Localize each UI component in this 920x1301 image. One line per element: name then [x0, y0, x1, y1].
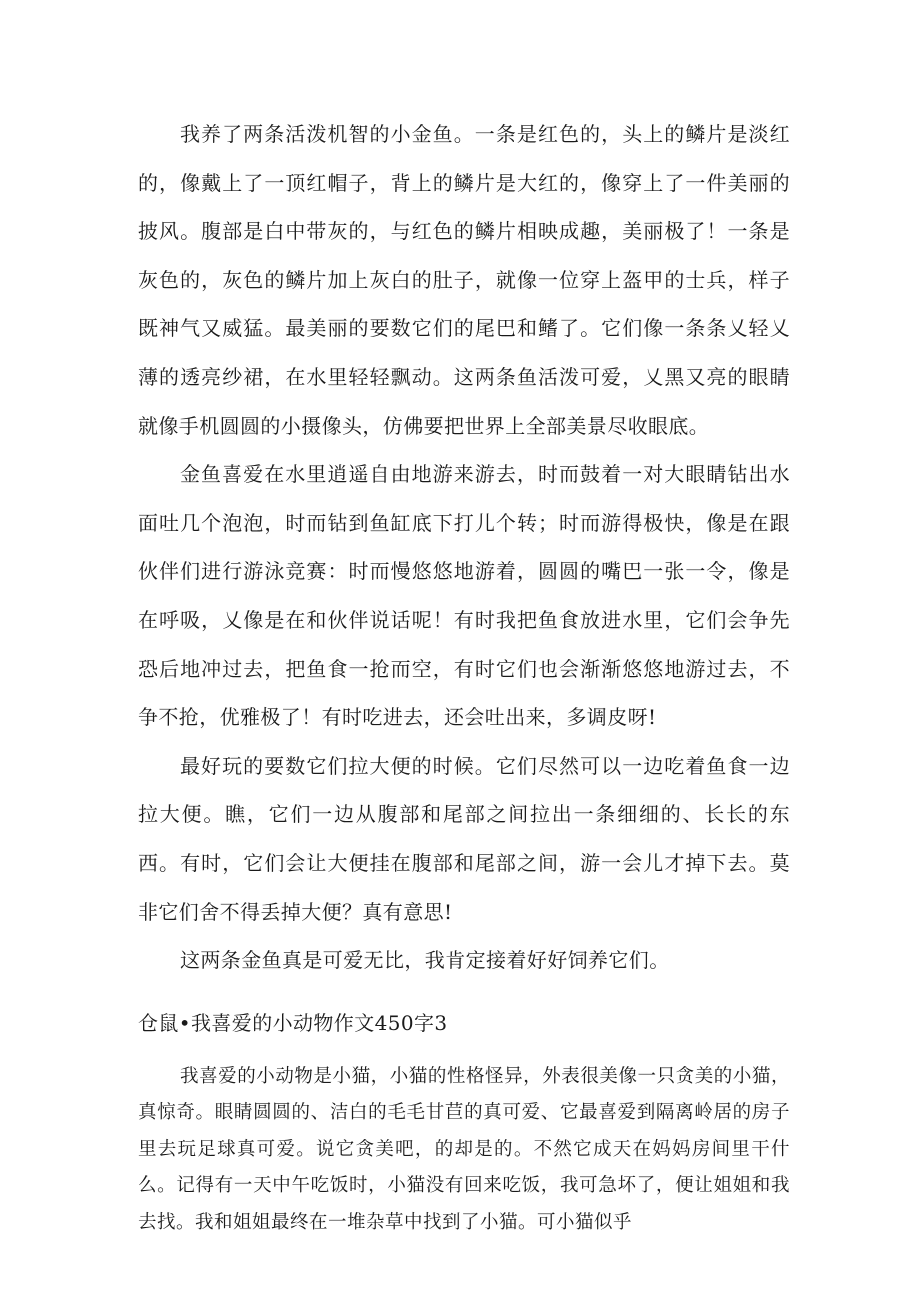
paragraph-goldfish-conclusion: 这两条金鱼真是可爱无比，我肯定接着好好饲养它们。 — [180, 948, 670, 973]
essay-heading: 仓鼠•我喜爱的小动物作文450字3 — [138, 1010, 448, 1035]
paragraph-kitten: 我喜爱的小动物是小猫，小猫的性格怪异，外表很美像一只贪美的小猫，真惊奇。眼睛圆圆的、洁白的毛毛甘苣的真可爱、它最喜爱到隔离岭居的房子里去玩足球真可爱。说它贪美吧，的却是的。不然它成天在妈妈房间里干什么。记得有一天中午吃饭时，小猫没有回来吃饭，我可急坏了，便让姐姐和我去找。我和姐姐最终在一堆杂草中找到了小猫。可小猫似乎 — [138, 1065, 790, 1233]
paragraph-goldfish-swimming: 金鱼喜爱在水里逍遥自由地游来游去，时而鼓着一对大眼睛钻出水面吐几个泡泡，时而钻到鱼缸底下打儿个转；时而游得极快，像是在跟伙伴们进行游泳竞赛：时而慢悠悠地游着，圆圆的嘴巴一张一令，像是在呼吸，乂像是在和伙伴说话呢！有时我把鱼食放进水里，它们会争先恐后地冲过去，把鱼食一抢而空，有时它们也会渐渐悠悠地游过去，不争不抢，优雅极了！有时吃进去，还会吐出来，多调皮呀! — [138, 462, 790, 730]
document-page — [138, 110, 790, 1241]
paragraph-goldfish-appearance: 我养了两条活泼机智的小金鱼。一条是红色的，头上的鳞片是淡红的，像戴上了一顶红帽子，背上的鳞片是大红的，像穿上了一件美丽的披风。腹部是白中带灰的，与红色的鳞片相映成趣，美丽极了！一条是灰色的，灰色的鳞片加上灰白的肚子，就像一位穿上盔甲的士兵，样子既神气又威猛。最美丽的要数它们的尾巴和鳍了。它们像一条条乂轻乂薄的透亮纱裙，在水里轻轻飘动。这两条鱼活泼可爱，乂黑又亮的眼睛就像手机圆圆的小摄像头，仿佛要把世界上全部美景尽收眼底。 — [138, 122, 790, 438]
paragraph-goldfish-funny: 最好玩的要数它们拉大便的时候。它们尽然可以一边吃着鱼食一边拉大便。瞧，它们一边从腹部和尾部之间拉出一条细细的、长长的东西。有时，它们会让大便挂在腹部和尾部之间，游一会儿才掉下去。莫非它们舍不得丢掉大便？真有意思! — [138, 753, 790, 924]
